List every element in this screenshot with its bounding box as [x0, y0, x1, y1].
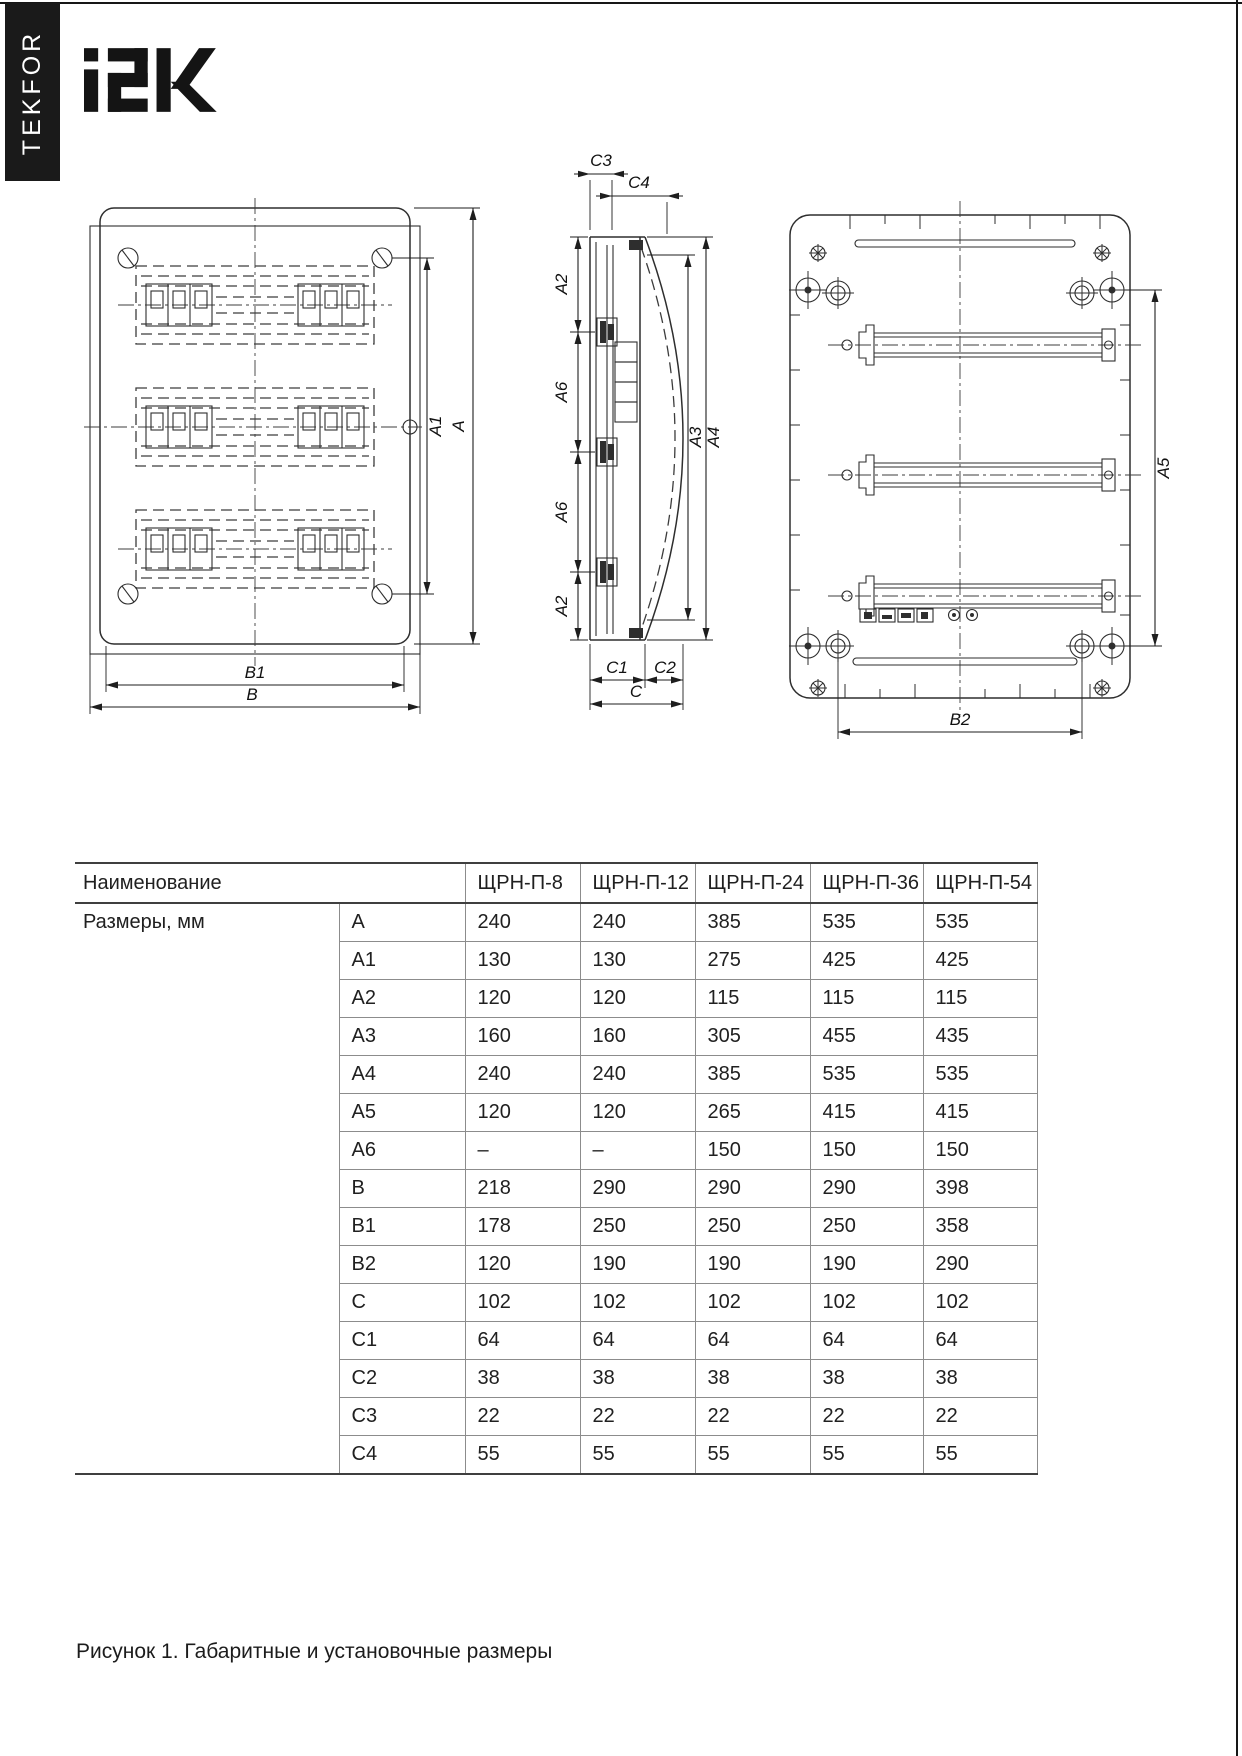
- dim-cell: A: [339, 903, 465, 942]
- header-name: Наименование: [75, 863, 465, 903]
- keyhole-mount-icon: [1066, 630, 1098, 662]
- back-view-drawing: [770, 195, 1180, 750]
- mounting-slot: [853, 658, 1077, 665]
- value-cell: 38: [465, 1360, 580, 1398]
- value-cell: 120: [465, 1094, 580, 1132]
- value-cell: 64: [923, 1322, 1037, 1360]
- dim-cell: B2: [339, 1246, 465, 1284]
- mounting-hole-icon: [789, 627, 827, 665]
- figure-caption: Рисунок 1. Габаритные и установочные размеры: [76, 1640, 553, 1663]
- value-cell: 38: [810, 1360, 923, 1398]
- header-model-3: ЩРН-П-24: [695, 863, 810, 903]
- header-model-5: ЩРН-П-54: [923, 863, 1037, 903]
- value-cell: 38: [580, 1360, 695, 1398]
- value-cell: 22: [923, 1398, 1037, 1436]
- dim-label-c4: C4: [628, 173, 650, 192]
- header-model-4: ЩРН-П-36: [810, 863, 923, 903]
- value-cell: 38: [695, 1360, 810, 1398]
- value-cell: 290: [580, 1170, 695, 1208]
- value-cell: 102: [695, 1284, 810, 1322]
- dim-cell: B1: [339, 1208, 465, 1246]
- value-cell: 55: [695, 1436, 810, 1475]
- hinge-detail: [629, 240, 643, 250]
- dim-cell: A5: [339, 1094, 465, 1132]
- value-cell: 102: [923, 1284, 1037, 1322]
- header-model-2: ЩРН-П-12: [580, 863, 695, 903]
- corner-screw-icon: [372, 584, 392, 604]
- value-cell: 120: [465, 1246, 580, 1284]
- dim-label-a6-top: A6: [552, 381, 571, 403]
- value-cell: 22: [580, 1398, 695, 1436]
- corner-screw-icon: [809, 244, 827, 262]
- dim-cell: C2: [339, 1360, 465, 1398]
- value-cell: 358: [923, 1208, 1037, 1246]
- page-border-right: [1236, 0, 1238, 1756]
- value-cell: 398: [923, 1170, 1037, 1208]
- value-cell: –: [465, 1132, 580, 1170]
- dim-cell: A4: [339, 1056, 465, 1094]
- value-cell: 38: [923, 1360, 1037, 1398]
- dim-label-c2: C2: [654, 658, 676, 677]
- value-cell: 415: [810, 1094, 923, 1132]
- dim-label-a5: A5: [1154, 457, 1173, 479]
- din-rail: [828, 576, 1142, 616]
- iek-logo: [84, 48, 222, 112]
- value-cell: –: [580, 1132, 695, 1170]
- value-cell: 102: [465, 1284, 580, 1322]
- value-cell: 240: [580, 1056, 695, 1094]
- value-cell: 190: [695, 1246, 810, 1284]
- dim-label-b: B: [246, 685, 258, 704]
- corner-screw-icon: [118, 584, 138, 604]
- row-group-label: Размеры, мм: [75, 903, 339, 1474]
- table-header-row: [75, 863, 1037, 903]
- value-cell: 102: [580, 1284, 695, 1322]
- dim-label-a2-bottom: A2: [552, 595, 571, 617]
- value-cell: 178: [465, 1208, 580, 1246]
- value-cell: 240: [465, 903, 580, 942]
- value-cell: 55: [923, 1436, 1037, 1475]
- value-cell: 250: [580, 1208, 695, 1246]
- corner-screw-icon: [118, 248, 138, 268]
- dim-label-a3: A3: [686, 426, 705, 448]
- value-cell: 64: [580, 1322, 695, 1360]
- side-view-drawing: [455, 150, 725, 725]
- dim-cell: C1: [339, 1322, 465, 1360]
- value-cell: 120: [580, 1094, 695, 1132]
- brand-banner: [5, 3, 60, 181]
- value-cell: 64: [810, 1322, 923, 1360]
- keyhole-mount-icon: [1066, 277, 1098, 309]
- value-cell: 22: [695, 1398, 810, 1436]
- value-cell: 240: [580, 903, 695, 942]
- dim-label-a2-top: A2: [552, 273, 571, 295]
- dim-cell: A1: [339, 942, 465, 980]
- corner-screw-icon: [1093, 244, 1111, 262]
- value-cell: 115: [810, 980, 923, 1018]
- value-cell: 250: [695, 1208, 810, 1246]
- dim-cell: C3: [339, 1398, 465, 1436]
- value-cell: 290: [695, 1170, 810, 1208]
- mounting-hole-icon: [789, 271, 827, 309]
- terminal-ladder: [615, 342, 637, 422]
- value-cell: 130: [580, 942, 695, 980]
- value-cell: 290: [923, 1246, 1037, 1284]
- dim-label-a1: A1: [426, 415, 445, 437]
- value-cell: 535: [810, 903, 923, 942]
- dim-label-a4: A4: [704, 426, 723, 448]
- dim-label-a6-bottom: A6: [552, 501, 571, 523]
- value-cell: 535: [923, 1056, 1037, 1094]
- value-cell: 415: [923, 1094, 1037, 1132]
- table-row: [75, 903, 1037, 942]
- dim-cell: B: [339, 1170, 465, 1208]
- dim-label-c1: C1: [606, 658, 628, 677]
- value-cell: 190: [810, 1246, 923, 1284]
- hinge-detail: [629, 628, 643, 638]
- front-view-drawing: [70, 196, 490, 746]
- dim-cell: A6: [339, 1132, 465, 1170]
- dim-cell: A2: [339, 980, 465, 1018]
- value-cell: 385: [695, 903, 810, 942]
- dim-label-c: C: [629, 682, 643, 701]
- value-cell: 22: [810, 1398, 923, 1436]
- value-cell: 265: [695, 1094, 810, 1132]
- value-cell: 290: [810, 1170, 923, 1208]
- header-model-1: ЩРН-П-8: [465, 863, 580, 903]
- value-cell: 535: [810, 1056, 923, 1094]
- keyhole-mount-icon: [822, 630, 854, 662]
- value-cell: 435: [923, 1018, 1037, 1056]
- value-cell: 160: [580, 1018, 695, 1056]
- value-cell: 218: [465, 1170, 580, 1208]
- value-cell: 305: [695, 1018, 810, 1056]
- value-cell: 55: [580, 1436, 695, 1475]
- corner-screw-icon: [809, 679, 827, 697]
- page-border-top: [0, 2, 1242, 4]
- keyhole-mount-icon: [822, 277, 854, 309]
- corner-screw-icon: [1093, 679, 1111, 697]
- value-cell: 275: [695, 942, 810, 980]
- value-cell: 115: [695, 980, 810, 1018]
- value-cell: 240: [465, 1056, 580, 1094]
- dim-cell: A3: [339, 1018, 465, 1056]
- dim-label-b2: B2: [949, 710, 971, 729]
- value-cell: 150: [810, 1132, 923, 1170]
- value-cell: 22: [465, 1398, 580, 1436]
- value-cell: 55: [465, 1436, 580, 1475]
- value-cell: 115: [923, 980, 1037, 1018]
- value-cell: 120: [465, 980, 580, 1018]
- value-cell: 120: [580, 980, 695, 1018]
- dim-cell: C4: [339, 1436, 465, 1475]
- value-cell: 102: [810, 1284, 923, 1322]
- value-cell: 455: [810, 1018, 923, 1056]
- dim-label-b1: B1: [244, 663, 266, 682]
- din-rail: [828, 325, 1142, 365]
- dimensions-table: [75, 862, 1038, 1475]
- value-cell: 55: [810, 1436, 923, 1475]
- dim-label-c3: C3: [590, 151, 612, 170]
- brand-banner-text: TEKFOR: [18, 29, 46, 155]
- value-cell: 425: [810, 942, 923, 980]
- corner-screw-icon: [372, 248, 392, 268]
- value-cell: 64: [695, 1322, 810, 1360]
- din-rail: [828, 455, 1142, 495]
- value-cell: 535: [923, 903, 1037, 942]
- value-cell: 64: [465, 1322, 580, 1360]
- value-cell: 425: [923, 942, 1037, 980]
- value-cell: 250: [810, 1208, 923, 1246]
- value-cell: 150: [695, 1132, 810, 1170]
- mounting-slot: [855, 240, 1075, 247]
- value-cell: 385: [695, 1056, 810, 1094]
- value-cell: 130: [465, 942, 580, 980]
- value-cell: 150: [923, 1132, 1037, 1170]
- value-cell: 190: [580, 1246, 695, 1284]
- value-cell: 160: [465, 1018, 580, 1056]
- dim-cell: C: [339, 1284, 465, 1322]
- dim-label-a: A: [449, 420, 468, 432]
